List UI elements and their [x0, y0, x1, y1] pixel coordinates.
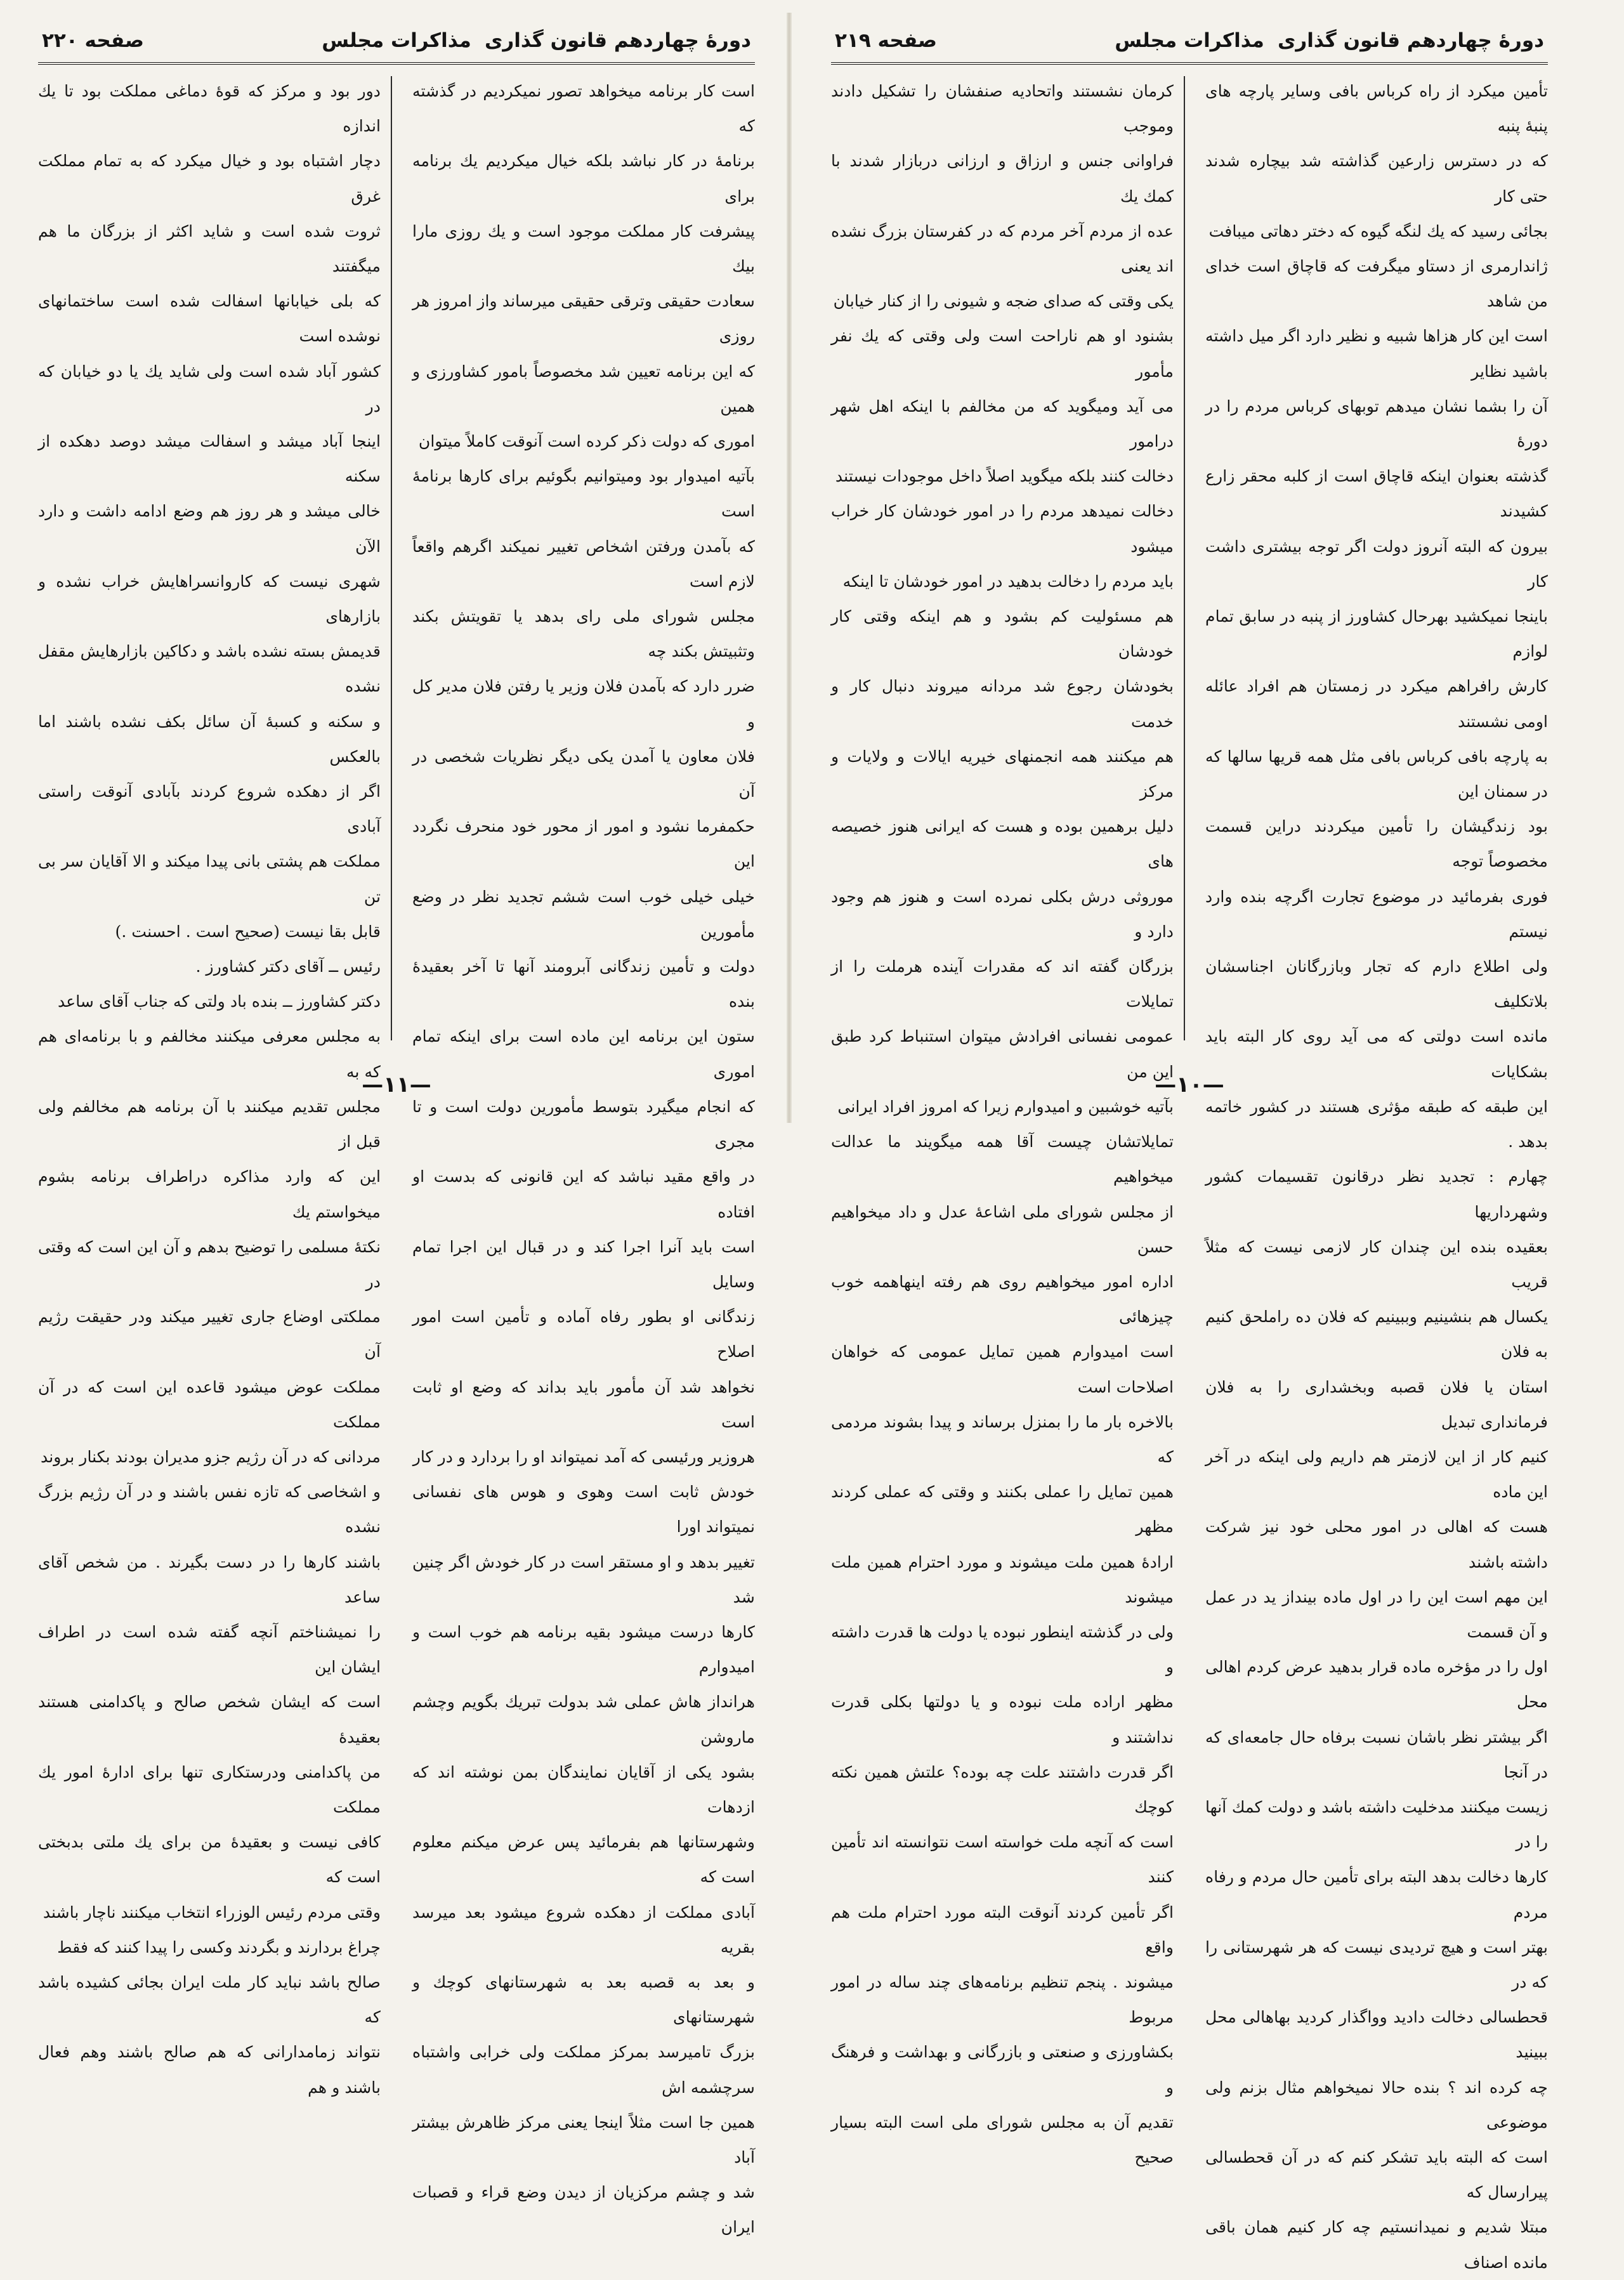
- page-header: [831, 25, 1548, 65]
- text-column-left: کرمان نشستند واتحادیه صنفشان را تشکیل دادند وموجب فراوانی جنس و ارزاق و ارزانی دربازار شدند با کمك یك عده از مردم آخر مردم که در کفرستان بزرگ نشده اند یعنی یکی وقتی که صدای ضجه و شیونی را از کنار خیابان بشنود او هم ناراحت است ولی وقتی که یك نفر مأمور می آید ومیگوید که من مخالفم با اینکه اهل شهر درامور دخالت کنند بلکه میگوید اصلاً داخل موجودات نیستند دخالت نمیدهد مردم را در امور خودشان کار خراب میشود باید مردم را دخالت بدهید در امور خودشان تا اینکه هم مسئولیت کم بشود و هم اینکه وقتی کار خودشان بخودشان رجوع شد مردانه میروند دنبال کار و خدمت هم میکنند همه انجمنهای خیریه ایالات و ولایات و مرکز دلیل برهمین بوده و هست که ایرانی هنوز خصیصه های موروثی درش بکلی نمرده است و هنوز هم وجود دارد و بزرگان گفته اند که مقدرات آینده هرملت را از تمایلات عمومی نفسانی افرادش میتوان استنباط کرد طبق این من بآتیه خوشبین و امیدوارم زیرا که امروز افراد ایرانی تمایلاتشان چیست آقا همه میگویند ما عدالت میخواهیم از مجلس شورای ملی اشاعهٔ عدل و داد میخواهیم حسن اداره امور میخواهیم روی هم رفته اینهاهمه خوب چیزهائی است امیدوارم همین تمایل عمومی که خواهان اصلاحات است بالاخره بار ما را بمنزل برساند و پیدا بشوند مردمی که همین تمایل را عملی بکنند و وقتی که عملی کردند مظهر ارادهٔ همین ملت میشوند و مورد احترام همین ملت میشوند ولی در گذشته اینطور نبوده یا دولت ها قدرت داشته و مظهر اراده ملت نبوده و یا دولتها بکلی قدرت نداشتند و اگر قدرت داشتند علت چه بوده؟ علتش همین نکته کوچك است که آنچه ملت خواسته است نتوانسته اند تأمین کنند اگر تأمین کردند آنوقت البته مورد احترام ملت هم واقع میشوند . پنجم تنظیم برنامه‌های چند ساله در امور مربوط بکشاورزی و صنعتی و بازرگانی و بهداشت و فرهنگ و تقدیم آن به مجلس شورای ملی است البته بسیار صحیح: [831, 82, 1174, 2166]
- text-column-left: دور بود و مرکز که قوهٔ دماغی مملکت بود تا یك اندازه دچار اشتباه بود و خیال میکرد که به تمام مملکت غرق ثروت شده است و شاید اکثر از بزرگان ما هم میگفتند که بلی خیابانها اسفالت شده است ساختمانهای نوشده است کشور آباد شده است ولی شاید یك یا دو خیابان که در اینجا آباد میشد و اسفالت میشد دوصد دهکده از سکنه خالی میشد و هر روز هم وضع ادامه داشت و دارد الآن شهری نیست که کاروانسراهایش خراب نشده و بازارهای قدیمش بسته نشده باشد و دکاکین بازارهایش مقفل نشده و سکنه و کسبهٔ آن سائل بکف نشده باشند اما بالعکس اگر از دهکده شروع کردند بآبادی آنوقت راستی آبادی مملکت هم پشتی بانی پیدا میکند و الا آقایان سر بی تن قابل بقا نیست (صحیح است . احسنت .) رئیس ــ آقای دکتر کشاورز . دکتر کشاورز ــ بنده باد ولتی که جناب آقای ساعد به مجلس معرفی میکنند مخالفم و با برنامه‌ای هم که به مجلس تقدیم میکنند با آن برنامه هم مخالفم ولی قبل از این که وارد مذاکره دراطراف برنامه بشوم میخواستم یك نکتهٔ مسلمی را توضیح بدهم و آن این است که وقتی در مملکتی اوضاع جاری تغییر میکند ودر حقیقت رژیم آن مملکت عوض میشود قاعده این است که در آن مملکت مردانی که در آن رژیم جزو مدیران بودند بکنار بروند و اشخاصی که تازه نفس باشند و در آن رژیم بزرگ نشده باشند کارها را در دست بگیرند . من شخص آقای ساعد را نمیشناختم آنچه گفته شده است در اطراف ایشان این است که ایشان شخص صالح و پاکدامنی هستند بعقیدهٔ من پاکدامنی ودرستکاری تنها برای ادارهٔ امور یك مملکت کافی نیست و بعقیدهٔ من برای یك ملتی بدبختی است که وقتی مردم رئیس الوزراء انتخاب میکنند ناچار باشند چراغ بردارند و بگردند وکسی را پیدا کنند که فقط صالح باشد نباید کار ملت ایران بجائی کشیده باشد که نتواند زمامدارانی که هم صالح باشند وهم فعال باشند و هم: [38, 82, 381, 2097]
- header-page-number: صفحه ۲۲۰: [42, 29, 144, 52]
- page-header: [38, 25, 755, 65]
- text-column-right: است کار برنامه میخواهد تصور نمیکردیم در گذشته که برنامهٔ در کار نباشد بلکه خیال میکردیم یك برنامه برای پیشرفت کار مملکت موجود است و یك روزی مارا بیك سعادت حقیقی وترقی حقیقی میرساند واز امروز هر روزی که این برنامه تعیین شد مخصوصاً بامور کشاورزی و همین اموری که دولت ذکر کرده است آنوقت کاملاً میتوان بآتیه امیدوار بود ومیتوانیم بگوئیم برای کارها برنامهٔ است که بآمدن ورفتن اشخاص تغییر نمیکند اگرهم واقعاً لازم است مجلس شورای ملی رای بدهد یا تقویتش بکند وتثبیتش بکند چه ضرر دارد که بآمدن فلان وزیر یا رفتن فلان مدیر کل و فلان معاون یا آمدن یکی دیگر نظریات شخصی در آن حکمفرما نشود و امور از محور خود منحرف نگردد این خیلی خیلی خوب است ششم تجدید نظر در وضع مأمورین دولت و تأمین زندگانی آبرومند آنها تا آخر بعقیدهٔ بنده ستون این برنامه این ماده است برای اینکه تمام اموری که انجام میگیرد بتوسط مأمورین دولت است و تا مجری در واقع مقید نباشد که این قانونی که بدست او افتاده است باید آنرا اجرا کند و در قبال این اجرا تمام وسایل زندگانی او بطور رفاه آماده و تأمین است امور اصلاح نخواهد شد آن مأمور باید بداند که وضع او ثابت است هروزیر ورئیسی که آمد نمیتواند او را بردارد و در کار خودش ثابت است وهوی و هوس های نفسانی نمیتواند اورا تغییر بدهد و او مستقر است در کار خودش اگر چنین شد کارها درست میشود بقیه برنامه هم خوب است و امیدوارم هرانداز هاش عملی شد بدولت تبریك بگویم وچشم ماروشن بشود یکی از آقایان نمایندگان بمن نوشته اند که ازدهات وشهرستانها هم بفرمائید پس عرض میکنم معلوم است که آبادی مملکت از دهکده شروع میشود بعد میرسد بقریه و بعد به قصبه بعد به شهرستانهای کوچك و شهرستانهای بزرگ تامیرسد بمرکز مملکت ولی خرابی واشتباه سرچشمه اش همین جا است مثلاً اینجا یعنی مرکز ظاهرش بیشتر آباد شد و چشم مرکزیان از دیدن وضع قراء و قصبات ایران: [412, 82, 755, 2237]
- book-gutter: [787, 13, 792, 1123]
- page-footer-number: —۱۰—: [1155, 1072, 1224, 1097]
- column-divider: [1184, 76, 1185, 1040]
- header-proceedings-title: مذاکرات مجلس: [1115, 29, 1264, 52]
- header-session-title: دورهٔ چهاردهم قانون گذاری: [1278, 29, 1544, 52]
- text-column-right: تأمین میکرد از راه کرباس بافی وسایر پارچه های پنبهٔ پنبه که در دسترس زارعین گذاشته شد بیچاره شدند حتی کار بجائی رسید که یك لنگه گیوه که دختر دهاتی میبافت ژاندارمری از دستاو میگرفت که قاچاق است خدای من شاهد است این کار هزاها شبیه و نظیر دارد اگر میل داشته باشید نظایر آن را بشما نشان میدهم توبهای کرباس مردم را در دورهٔ گذشته بعنوان اینکه قاچاق است از کلبه محقر زارع کشیدند بیرون که البته آنروز دولت اگر توجه بیشتری داشت کار باینجا نمیکشید بهرحال کشاورز از پنبه در سابق تمام لوازم کارش رافراهم میکرد در زمستان هم افراد عائله اومی نشستند به پارچه بافی کرباس بافی مثل همه قریها سالها که در سمنان این بود زندگیشان را تأمین میکردند دراین قسمت مخصوصاً توجه فوری بفرمائید در موضوع تجارت اگرچه بنده وارد نیستم ولی اطلاع دارم که تجار وبازرگانان اجناسشان بلاتکلیف مانده است دولتی که می آید روی کار البته باید بشکایات این طبقه که طبقه مؤثری هستند در کشور خاتمه بدهد . چهارم : تجدید نظر درقانون تقسیمات کشور وشهرداریها بعقیده بنده این چندان کار لازمی نیست که مثلاً قریب یکسال هم بنشینیم وببینیم که فلان ده راملحق کنیم به فلان استان یا فلان قصبه وبخشداری را به فلان فرمانداری تبدیل کنیم کار از این لازمتر هم داریم ولی اینکه در آخر این ماده هست که اهالی در امور محلی خود نیز شرکت داشته باشند این مهم است این را در اول ماده بینداز ید در عمل و آن قسمت اول را در مؤخره ماده قرار بدهید عرض کردم اهالی محل اگر بیشتر نظر باشان نسبت برفاه حال جامعه‌ای که در آنجا زیست میکنند مدخلیت داشته باشد و دولت کمك آنها را در کارها دخالت بدهد البته برای تأمین حال مردم و رفاه مردم بهتر است و هیچ تردیدی نیست که هر شهرستانی را که در قحطسالی دخالت دادید وواگذار کردید بهاهالی محل ببینید چه کرده اند ؟ بنده حالا نمیخواهم مثال بزنم ولی موضوعی است که البته باید تشکر کنم که در آن قحطسالی پیرارسال که مبتلا شدیم و نمیدانستیم چه کار کنیم همان باقی مانده اصناف: [1205, 82, 1548, 2272]
- page-220: [38, 25, 755, 2237]
- header-page-number: صفحه ۲۱۹: [835, 29, 937, 52]
- header-proceedings-title: مذاکرات مجلس: [322, 29, 471, 52]
- column-divider: [391, 76, 392, 1040]
- header-session-title: دورهٔ چهاردهم قانون گذاری: [485, 29, 751, 52]
- page-219: [831, 25, 1548, 2272]
- page-footer-number: —۱۱—: [362, 1072, 431, 1097]
